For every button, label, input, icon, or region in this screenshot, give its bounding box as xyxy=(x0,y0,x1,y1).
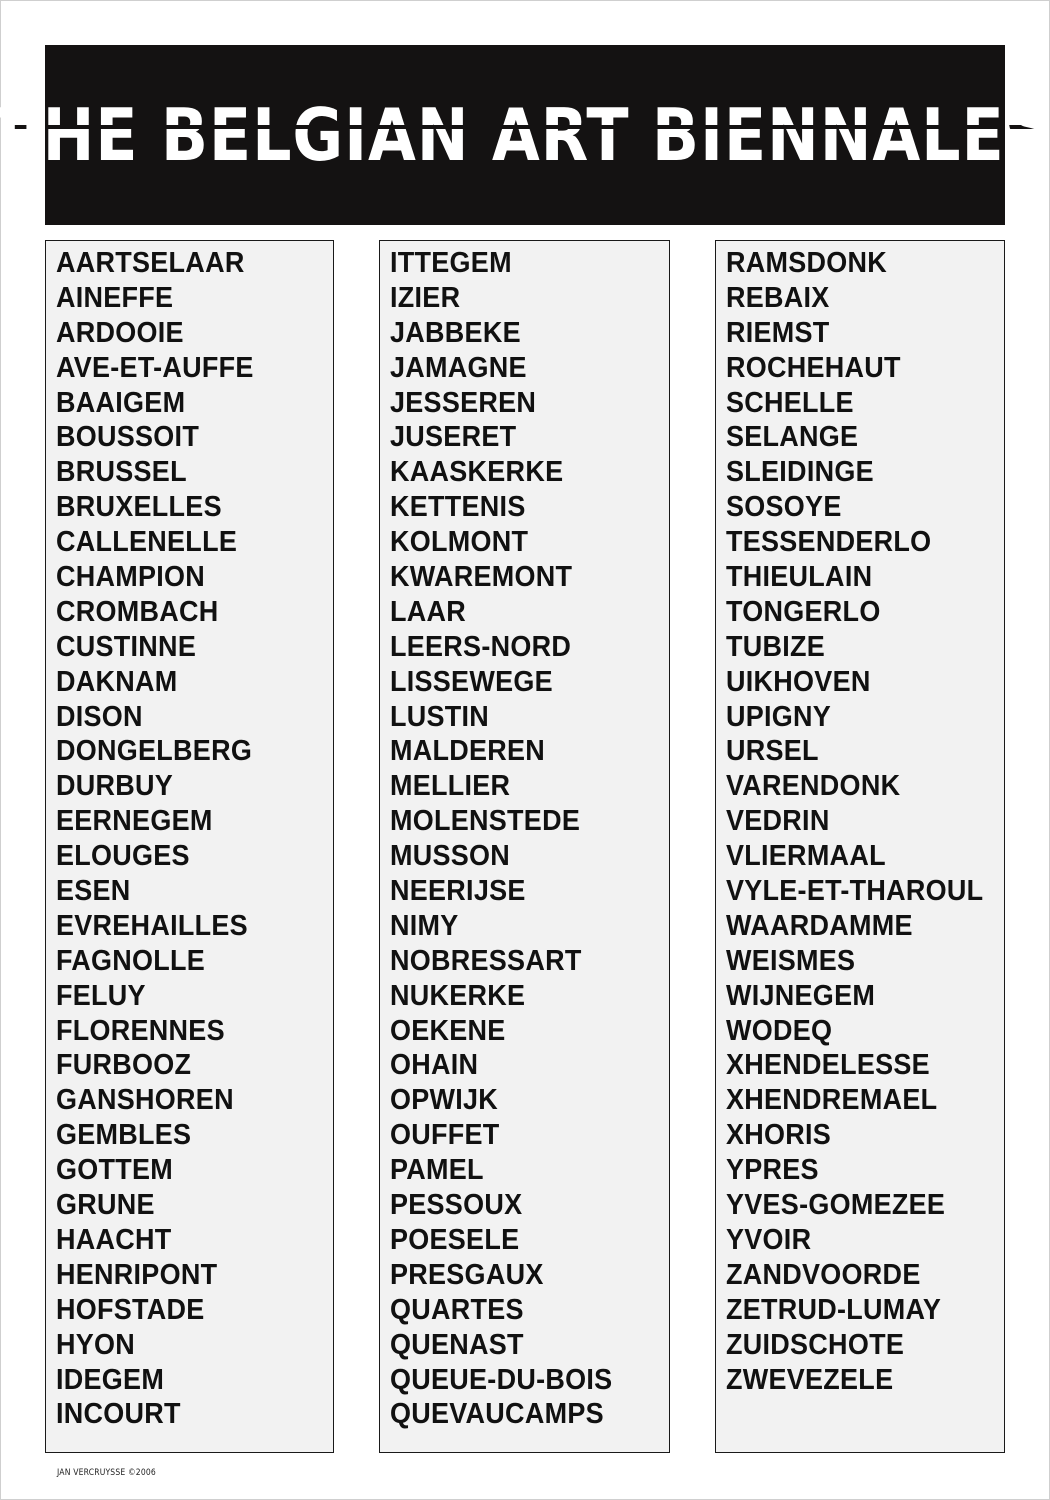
town-name: FURBOOZ xyxy=(56,1049,192,1082)
town-name: BAAIGEM xyxy=(56,386,186,419)
town-name: HAACHT xyxy=(56,1223,172,1256)
town-name: HOFSTADE xyxy=(56,1293,205,1326)
town-name: GRUNE xyxy=(56,1189,155,1222)
town-name: SCHELLE xyxy=(726,386,854,419)
town-name: GEMBLES xyxy=(56,1119,192,1152)
town-name: PRESGAUX xyxy=(390,1258,544,1291)
town-name: OUFFET xyxy=(390,1119,500,1152)
town-name: VEDRIN xyxy=(726,805,830,838)
town-name: SELANGE xyxy=(726,421,859,454)
town-column-2 xyxy=(379,240,670,1453)
town-name: RIEMST xyxy=(726,316,830,349)
town-name: ROCHEHAUT xyxy=(726,351,901,384)
town-name: MUSSON xyxy=(390,840,511,873)
town-name: OPWIJK xyxy=(390,1084,499,1117)
town-name: ESEN xyxy=(56,875,131,908)
town-name: JESSEREN xyxy=(390,386,537,419)
town-name: NOBRESSART xyxy=(390,944,582,977)
town-name: ITTEGEM xyxy=(390,247,512,279)
town-name: CHAMPION xyxy=(56,561,206,594)
town-name: NIMY xyxy=(390,909,459,942)
town-name: UPIGNY xyxy=(726,700,832,733)
poster-title: THE BELGIAN ART BIENNALES xyxy=(0,93,1050,177)
town-name: ZANDVOORDE xyxy=(726,1258,921,1291)
town-name: LEERS-NORD xyxy=(390,630,572,663)
town-name: POESELE xyxy=(390,1223,520,1256)
town-name: INCOURT xyxy=(56,1398,181,1431)
town-name: WODEQ xyxy=(726,1014,833,1047)
town-list-2 xyxy=(390,246,669,1432)
town-name: XHORIS xyxy=(726,1119,832,1152)
town-name: AVE-ET-AUFFE xyxy=(56,351,254,384)
town-name: DURBUY xyxy=(56,770,174,803)
town-name: KETTENIS xyxy=(390,491,526,524)
town-name: CUSTINNE xyxy=(56,630,197,663)
town-name: DONGELBERG xyxy=(56,735,253,768)
town-name: REBAIX xyxy=(726,281,830,314)
town-name: EVREHAILLES xyxy=(56,909,248,942)
town-name: XHENDREMAEL xyxy=(726,1084,938,1117)
town-name: KWAREMONT xyxy=(390,561,573,594)
town-name: NUKERKE xyxy=(390,979,526,1012)
town-name: LAAR xyxy=(390,595,467,628)
town-name: PAMEL xyxy=(390,1154,484,1187)
town-name: QUEUE-DU-BOIS xyxy=(390,1363,613,1396)
town-list-1 xyxy=(56,246,333,1432)
town-name: FLORENNES xyxy=(56,1014,225,1047)
town-name: WIJNEGEM xyxy=(726,979,876,1012)
town-name: HENRIPONT xyxy=(56,1258,218,1291)
town-name: TONGERLO xyxy=(726,595,881,628)
town-name: KAASKERKE xyxy=(390,456,564,489)
town-name: SOSOYE xyxy=(726,491,842,524)
town-column-3 xyxy=(715,240,1005,1453)
town-name: XHENDELESSE xyxy=(726,1049,930,1082)
town-name: YVOIR xyxy=(726,1223,812,1256)
town-name: PESSOUX xyxy=(390,1189,523,1222)
town-name: FELUY xyxy=(56,979,146,1012)
town-name: ZWEVEZELE xyxy=(726,1363,894,1396)
town-name: VYLE-ET-THAROUL xyxy=(726,875,984,908)
town-name: RAMSDONK xyxy=(726,247,888,279)
town-name: JUSERET xyxy=(390,421,517,454)
town-name: GOTTEM xyxy=(56,1154,174,1187)
title-banner xyxy=(0,45,1050,225)
town-name: KOLMONT xyxy=(390,526,529,559)
town-name: YPRES xyxy=(726,1154,819,1187)
town-name: ZETRUD-LUMAY xyxy=(726,1293,942,1326)
town-name: QUEVAUCAMPS xyxy=(390,1398,604,1431)
town-column-1 xyxy=(45,240,334,1453)
town-name: ZUIDSCHOTE xyxy=(726,1328,905,1361)
town-name: MOLENSTEDE xyxy=(390,805,581,838)
town-name: AINEFFE xyxy=(56,281,174,314)
town-name: NEERIJSE xyxy=(390,875,526,908)
town-name: UIKHOVEN xyxy=(726,665,871,698)
town-name: THIEULAIN xyxy=(726,561,873,594)
town-name: AARTSELAAR xyxy=(56,247,245,279)
town-name: HYON xyxy=(56,1328,136,1361)
town-name: BRUSSEL xyxy=(56,456,187,489)
town-name: FAGNOLLE xyxy=(56,944,206,977)
town-name: BRUXELLES xyxy=(56,491,222,524)
town-name: ARDOOIE xyxy=(56,316,184,349)
town-name: YVES-GOMEZEE xyxy=(726,1189,946,1222)
town-name: SLEIDINGE xyxy=(726,456,874,489)
town-name: JABBEKE xyxy=(390,316,521,349)
town-name: DAKNAM xyxy=(56,665,178,698)
town-name: TUBIZE xyxy=(726,630,826,663)
town-name: LISSEWEGE xyxy=(390,665,553,698)
town-name: URSEL xyxy=(726,735,819,768)
town-name: EERNEGEM xyxy=(56,805,213,838)
town-name: CROMBACH xyxy=(56,595,219,628)
town-name: LUSTIN xyxy=(390,700,490,733)
town-name: BOUSSOIT xyxy=(56,421,200,454)
town-name: MELLIER xyxy=(390,770,511,803)
town-name: CALLENELLE xyxy=(56,526,238,559)
artist-credit: JAN VERCRUYSSE ©2006 xyxy=(57,1468,156,1478)
town-name: IDEGEM xyxy=(56,1363,165,1396)
town-name: QUARTES xyxy=(390,1293,524,1326)
town-name: IZIER xyxy=(390,281,461,314)
town-name: MALDEREN xyxy=(390,735,546,768)
town-name: GANSHOREN xyxy=(56,1084,234,1117)
town-name: JAMAGNE xyxy=(390,351,527,384)
town-name: WEISMES xyxy=(726,944,856,977)
town-list-3 xyxy=(726,246,1004,1397)
town-name: OEKENE xyxy=(390,1014,506,1047)
town-name: VARENDONK xyxy=(726,770,901,803)
town-name: ELOUGES xyxy=(56,840,190,873)
town-name: DISON xyxy=(56,700,143,733)
town-name: WAARDAMME xyxy=(726,909,913,942)
town-name: QUENAST xyxy=(390,1328,524,1361)
town-name: OHAIN xyxy=(390,1049,479,1082)
town-name: TESSENDERLO xyxy=(726,526,932,559)
town-name: VLIERMAAL xyxy=(726,840,886,873)
